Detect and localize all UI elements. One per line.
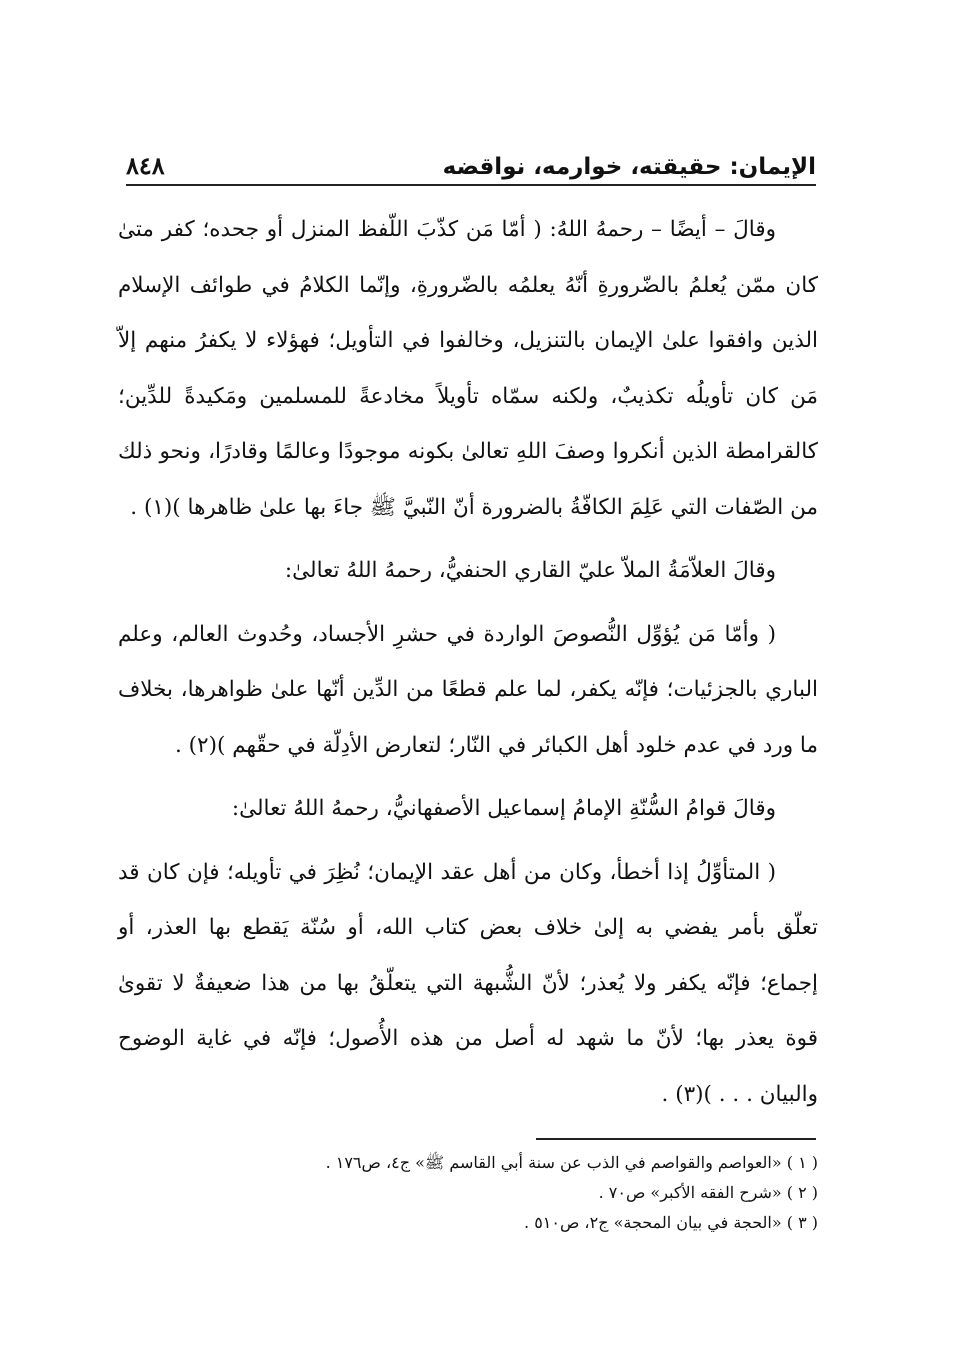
page-number: ٨٤٨	[126, 151, 165, 180]
footnote-2: ( ٢ ) «شرح الفقه الأكبر» ص٧٠ .	[598, 1183, 818, 1202]
paragraph-4: وقالَ قوامُ السُّنّةِ الإمامُ إسماعيل الأصفهانيُّ، رحمهُ اللهُ تعالىٰ:	[231, 796, 776, 821]
footnote-1: ( ١ ) «العواصم والقواصم في الذب عن سنة أبي القاسم ﷺ» ج٤، ص١٧٦ .	[325, 1153, 818, 1172]
main-text	[118, 202, 818, 1122]
paragraph-5: ( المتأوِّلُ إذا أخطأ، وكان من أهل عقد الإيمان؛ نُظِرَ في تأويله؛ فإن كان قد تعلّق بأمر يفضي به إلىٰ خلاف بعض كتاب الله، أو سُنّة يَقطع بها العذر، أو إجماع؛ فإنّه يكفر ولا يُعذر؛ لأنّ الشُّبهة التي يتعلّقُ بها من هذا ضعيفةٌ لا تقوىٰ قوة يعذر بها؛ لأنّ ما شهد له أصل من هذه الأُصول؛ فإنّه في غاية الوضوح والبيان . . . )(٣) .	[118, 859, 818, 1107]
footnote-3: ( ٣ ) «الحجة في بيان المحجة» ج٢، ص٥١٠ .	[524, 1213, 818, 1232]
footnotes	[118, 1148, 818, 1238]
footnote-rule	[536, 1138, 816, 1140]
header-rule	[126, 184, 816, 186]
running-title: الإيمان: حقيقته، خوارمه، نواقضه	[442, 154, 816, 180]
paragraph-1: وقالَ – أيضًا – رحمهُ اللهُ: ( أمّا مَن كذّبَ اللّفظ المنزل أو جحده؛ كفر متىٰ كان ممّن يُعلمُ بالضّرورةِ أنّهُ يعلمُه بالضّرورةِ، وإنّما الكلامُ في طوائف الإسلام الذين وافقوا علىٰ الإيمان بالتنزيل، وخالفوا في التأويل؛ فهؤلاء لا يكفرُ منهم إلاّ مَن كان تأويلُه تكذيبٌ، ولكنه سمّاه تأويلاً مخادعةً للمسلمين ومَكيدةً للدِّين؛ كالقرامطة الذين أنكروا وصفَ اللهِ تعالىٰ بكونه موجودًا وعالمًا وقادرًا، ونحو ذلك من الصّفات التي عَلِمَ الكافّةُ بالضرورة أنّ النّبيَّ ﷺ جاءَ بها علىٰ ظاهرها )(١) .	[118, 217, 818, 520]
paragraph-3: ( وأمّا مَن يُؤوِّل النُّصوصَ الواردة في حشرِ الأجساد، وحُدوث العالم، وعلم الباري بالجزئيات؛ فإنّه يكفر، لما علم قطعًا من الدِّين أنّها علىٰ ظواهرها، بخلاف ما ورد في عدم خلود أهل الكبائر في النّار؛ لتعارض الأدِلّة في حقّهم )(٢) .	[118, 621, 818, 758]
page-header	[126, 140, 816, 180]
paragraph-2: وقالَ العلاّمَةُ الملاّ عليّ القاري الحنفيُّ، رحمهُ اللهُ تعالىٰ:	[284, 558, 776, 583]
